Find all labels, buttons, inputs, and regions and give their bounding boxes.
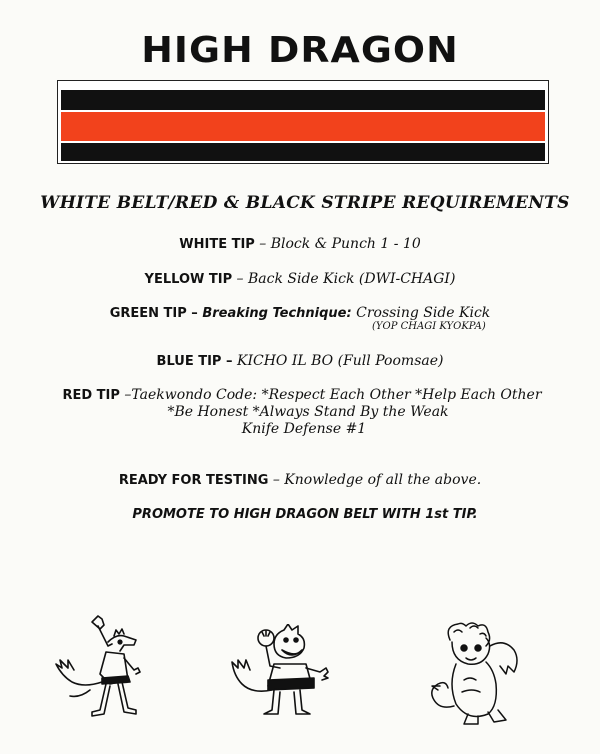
- yellow-tip-line: [0, 271, 600, 287]
- page-title: HIGH DRAGON: [141, 30, 459, 71]
- belt-red-stripe: [61, 112, 545, 141]
- white-tip-label: WHITE TIP: [179, 237, 255, 252]
- red-tip-text-1: –Taekwondo Code: *Respect Each Other *Help Each Other: [119, 387, 542, 403]
- dragon-baby-icon: [424, 620, 534, 736]
- green-tip-emph: Breaking Technique:: [202, 306, 352, 321]
- red-tip-label: RED TIP: [62, 388, 120, 403]
- yellow-tip-label: YELLOW TIP: [144, 272, 233, 287]
- belt-black-stripe-top: [61, 90, 545, 110]
- white-tip-line: [0, 236, 600, 252]
- belt-graphic: [57, 80, 549, 164]
- belt-black-stripe-bottom: [61, 143, 545, 161]
- dragon-karate-icon: [50, 612, 150, 728]
- red-tip-line-2: *Be Honest *Always Stand By the Weak: [167, 404, 449, 420]
- green-tip-text: Crossing Side Kick: [351, 305, 491, 321]
- promote-line: PROMOTE TO HIGH DRAGON BELT WITH 1st TIP.: [132, 507, 478, 522]
- white-tip-text: – Block & Punch 1 - 10: [254, 236, 421, 252]
- green-tip-line: [0, 305, 600, 321]
- yellow-tip-text: – Back Side Kick (DWI-CHAGI): [232, 271, 456, 287]
- blue-tip-text: KICHO IL BO (Full Poomsae): [237, 353, 444, 369]
- requirements-heading: WHITE BELT/RED & BLACK STRIPE REQUIREMENTS: [40, 193, 570, 213]
- blue-tip-line: [0, 353, 600, 369]
- blue-tip-label: BLUE TIP –: [156, 354, 238, 369]
- green-tip-label: GREEN TIP –: [109, 306, 203, 321]
- red-tip-line-1: [2, 387, 600, 403]
- dragon-waving-icon: [228, 624, 348, 740]
- ready-line: [0, 472, 600, 488]
- ready-text: – Knowledge of all the above.: [268, 472, 482, 488]
- red-tip-line-3: Knife Defense #1: [241, 421, 367, 437]
- green-tip-subtext: (YOP CHAGI KYOKPA): [372, 321, 486, 332]
- ready-label: READY FOR TESTING: [118, 473, 269, 488]
